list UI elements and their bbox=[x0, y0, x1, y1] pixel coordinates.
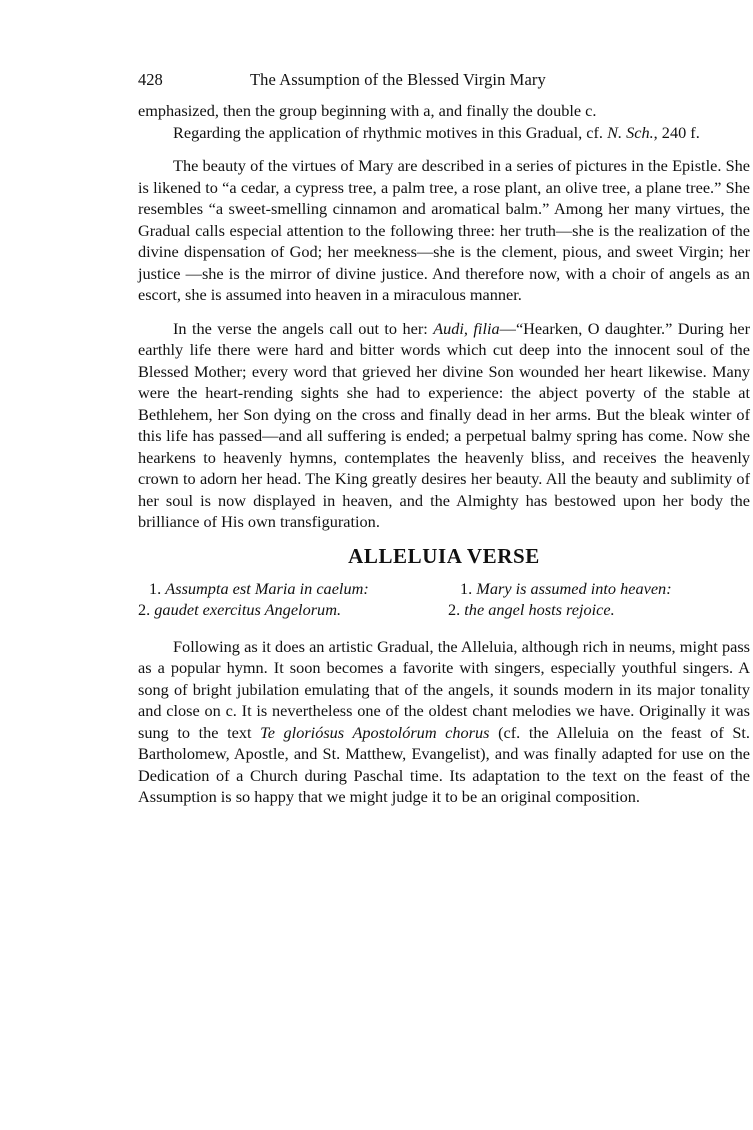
page-number: 428 bbox=[138, 70, 163, 89]
latin-phrase: Te gloriósus Apostolórum chorus bbox=[260, 722, 490, 742]
page-header bbox=[138, 70, 750, 100]
verse-number: 2. bbox=[448, 600, 465, 619]
latin-verse-text: gaudet exercitus Angelorum. bbox=[154, 600, 342, 619]
latin-verse-text: Assumpta est Maria in caelum: bbox=[165, 578, 369, 598]
english-verse-text: the angel hosts rejoice. bbox=[464, 600, 615, 619]
verse-number: 1. bbox=[460, 578, 477, 598]
paragraph-text: In the verse the angels call out to her: bbox=[173, 318, 434, 338]
citation-reference: N. Sch. bbox=[607, 122, 654, 142]
paragraph-rhythmic-motives bbox=[138, 122, 750, 144]
paragraph-text: (cf. the Alleluia on the feast of St. Bartholomew, Apostle, and St. Matthew, Evangelist), and was finally adapted for use on the Dedication of a Church during Paschal time. Its adaptation to the text on the feast of the Assumption is so happy that we might judge it to be an original composition. bbox=[138, 722, 750, 806]
paragraph-continuation bbox=[138, 100, 750, 122]
book-page bbox=[138, 70, 750, 808]
verse-number: 1. bbox=[149, 578, 166, 598]
english-verse-text: Mary is assumed into heaven: bbox=[476, 578, 672, 598]
paragraph-alleluia-commentary bbox=[138, 636, 750, 808]
paragraph-text: Following as it does an artistic Gradual, the Alleluia, although rich in neums, might pass as a popular hymn. It soon becomes a favorite with singers, especially youthful singers. A song of bright jubilation emulating that of the angels, it sounds modern in its major tonality and close on c. It is nevertheless one of the oldest chant melodies we have. Originally it was sung to the text bbox=[138, 636, 750, 742]
running-title: The Assumption of the Blessed Virgin Mary bbox=[250, 70, 546, 89]
english-verse-line bbox=[436, 578, 750, 600]
paragraph-text: Regarding the application of rhythmic motives in this Gradual, cf. bbox=[173, 122, 603, 142]
paragraph-text: The beauty of the virtues of Mary are described in a series of pictures in the Epistle. She is likened to “a cedar, a cypress tree, a palm tree, a rose plant, an olive tree, a plane tree.” She resembles “a sweet-smelling cinnamon and aromatical balm.” Among her many virtues, the Gradual calls especial attention to the following three: her truth—she is the realization of the divine dispensation of God; her meekness—she is the clement, pious, and sweet Virgin; her justice —she is the mirror of divine justice. And therefore now, with a choir of angels as an escort, she is assumed into heaven in a miraculous manner. bbox=[138, 156, 750, 304]
paragraph-text: , 240 f. bbox=[653, 122, 700, 142]
paragraph-text: —“Hearken, O daughter.” During her earthly life there were hard and bitter words which cut deep into the innocent soul of the Blessed Mother; every word that grieved her divine Son wounded her heart likewise. Many were the heart-rending sights she had to experience: the abject poverty of the stable at Bethlehem, her Son dying on the cross and finally dead in her arms. But the bleak winter of this life has passed—and all suffering is ended; a perpetual balmy spring has come. Now she hearkens to heavenly hymns, contemplates the heavenly bliss, and receives the heavenly crown to adorn her head. The King greatly desires her beauty. All the beauty and sublimity of her soul is now displayed in heaven, and the Almighty has bestowed upon her body the brilliance of His own transfiguration. bbox=[138, 318, 751, 531]
paragraph-text: emphasized, then the group beginning with a, and finally the double c. bbox=[138, 101, 597, 120]
latin-verse-line bbox=[138, 599, 436, 621]
english-verse-column bbox=[436, 578, 750, 621]
verse-number: 2. bbox=[138, 600, 155, 619]
latin-phrase: Audi, filia bbox=[433, 318, 500, 338]
paragraph-virtues bbox=[138, 155, 750, 306]
latin-verse-column bbox=[138, 578, 436, 621]
paragraph-audi-filia bbox=[138, 318, 750, 533]
section-heading: ALLELUIA VERSE bbox=[348, 543, 540, 568]
alleluia-verse-table bbox=[138, 578, 750, 621]
latin-verse-line bbox=[138, 578, 436, 600]
english-verse-line bbox=[436, 599, 750, 621]
